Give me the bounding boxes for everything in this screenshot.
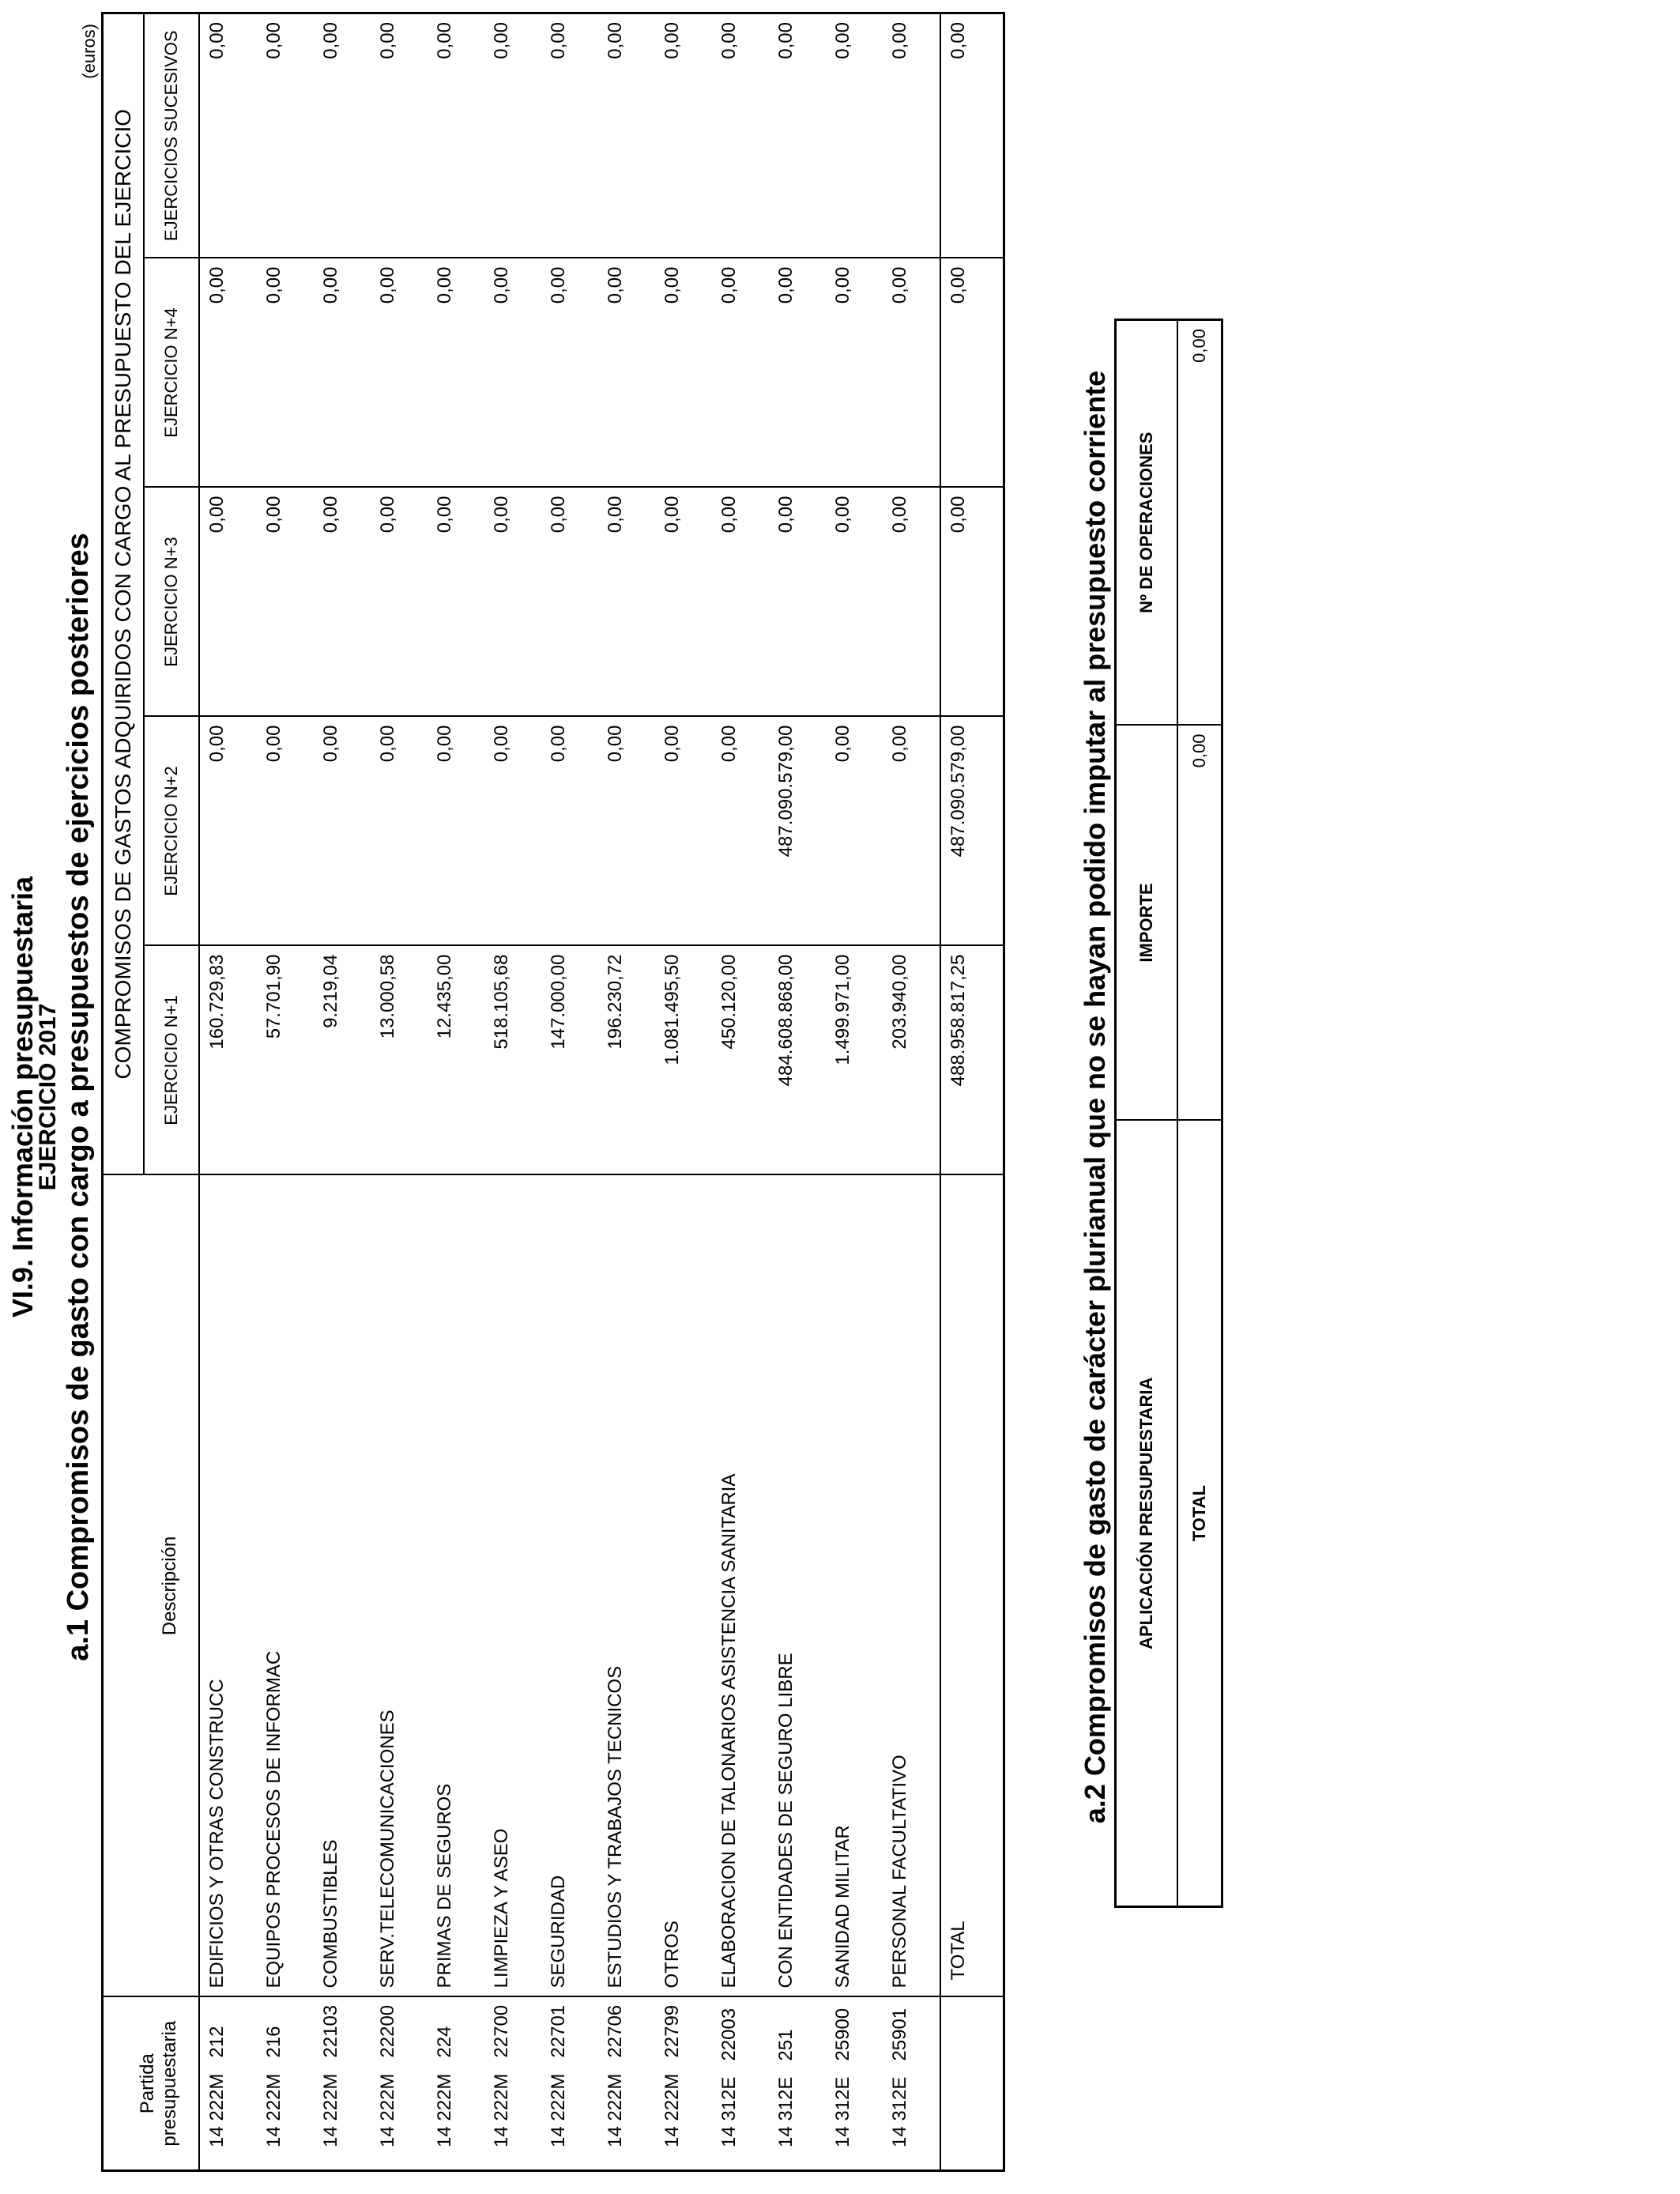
n4-cell: 0,00 xyxy=(598,258,655,488)
table-row xyxy=(484,13,541,2171)
table-row xyxy=(769,13,826,2171)
table-row xyxy=(883,13,940,2171)
n2-cell: 0,00 xyxy=(712,717,769,946)
description-cell: SERV.TELECOMUNICACIONES xyxy=(371,1175,428,1997)
n2-cell: 0,00 xyxy=(598,717,655,946)
partida-cell: 14 222M 22701 xyxy=(548,2004,569,2147)
partida-cell: 14 312E 25901 xyxy=(889,2007,910,2147)
n4-cell: 0,00 xyxy=(655,258,712,488)
description-cell: COMBUSTIBLES xyxy=(314,1175,371,1997)
description-cell: CON ENTIDADES DE SEGURO LIBRE xyxy=(769,1175,826,1997)
col-header-n2: EJERCICIO N+2 xyxy=(144,717,199,946)
sucesivos-cell: 0,00 xyxy=(314,13,371,258)
n2-cell: 487.090.579,00 xyxy=(769,717,826,946)
n4-cell: 0,00 xyxy=(769,258,826,488)
sucesivos-cell: 0,00 xyxy=(257,13,314,258)
n2-cell: 0,00 xyxy=(826,717,883,946)
col-header-n3: EJERCICIO N+3 xyxy=(144,488,199,717)
partida-cell: 14 222M 22799 xyxy=(661,2004,683,2147)
n3-cell: 0,00 xyxy=(199,488,257,717)
sucesivos-cell: 0,00 xyxy=(883,13,940,258)
n3-cell: 0,00 xyxy=(883,488,940,717)
n2-cell: 0,00 xyxy=(257,717,314,946)
table-row xyxy=(257,13,314,2171)
table-row xyxy=(371,13,428,2171)
exercise-year: EJERCICIO 2017 xyxy=(35,1003,61,1191)
total-n4: 0,00 xyxy=(940,258,1004,488)
a2-total-row xyxy=(1177,320,1222,1907)
multiyear-commitments-table xyxy=(1114,319,1223,1908)
n3-cell: 0,00 xyxy=(314,488,371,717)
n4-cell: 0,00 xyxy=(826,258,883,488)
description-cell: SANIDAD MILITAR xyxy=(826,1175,883,1997)
n4-cell: 0,00 xyxy=(541,258,598,488)
partida-cell: 14 222M 22706 xyxy=(605,2004,626,2147)
n2-cell: 0,00 xyxy=(199,717,257,946)
units-label: (euros) xyxy=(79,24,99,79)
sucesivos-cell: 0,00 xyxy=(826,13,883,258)
partida-cell: 14 312E 251 xyxy=(775,2029,797,2147)
table-row xyxy=(598,13,655,2171)
n3-cell: 0,00 xyxy=(371,488,428,717)
n1-cell: 12.435,00 xyxy=(428,946,484,1175)
description-cell: EDIFICIOS Y OTRAS CONSTRUCC xyxy=(199,1175,257,1997)
sucesivos-cell: 0,00 xyxy=(199,13,257,258)
col-header-importe: IMPORTE xyxy=(1116,726,1178,1121)
total-n2: 487.090.579,00 xyxy=(940,717,1004,946)
n4-cell: 0,00 xyxy=(428,258,484,488)
n2-cell: 0,00 xyxy=(371,717,428,946)
partida-cell: 14 222M 22103 xyxy=(320,2004,341,2147)
n1-cell: 484.608.868,00 xyxy=(769,946,826,1175)
total-sucesivos: 0,00 xyxy=(940,13,1004,258)
n1-cell: 203.940,00 xyxy=(883,946,940,1175)
table-row xyxy=(428,13,484,2171)
n2-cell: 0,00 xyxy=(883,717,940,946)
page-title: VI.9. Información presupuestaria xyxy=(6,876,39,1318)
n3-cell: 0,00 xyxy=(598,488,655,717)
n4-cell: 0,00 xyxy=(712,258,769,488)
n1-cell: 1.081.495,50 xyxy=(655,946,712,1175)
description-cell: ELABORACION DE TALONARIOS ASISTENCIA SANITARIA xyxy=(712,1175,769,1997)
n1-cell: 147.000,00 xyxy=(541,946,598,1175)
sucesivos-cell: 0,00 xyxy=(541,13,598,258)
n4-cell: 0,00 xyxy=(257,258,314,488)
n3-cell: 0,00 xyxy=(769,488,826,717)
n4-cell: 0,00 xyxy=(484,258,541,488)
sucesivos-cell: 0,00 xyxy=(769,13,826,258)
description-cell: PRIMAS DE SEGUROS xyxy=(428,1175,484,1997)
total-row xyxy=(940,13,1004,2171)
partida-cell: 14 222M 212 xyxy=(206,2026,228,2147)
description-cell: OTROS xyxy=(655,1175,712,1997)
n4-cell: 0,00 xyxy=(314,258,371,488)
n1-cell: 1.499.971,00 xyxy=(826,946,883,1175)
sucesivos-cell: 0,00 xyxy=(712,13,769,258)
n4-cell: 0,00 xyxy=(371,258,428,488)
section-a2-title: a.2 Compromisos de gasto de carácter plurianual que no se hayan podido imputar al presupuesto corriente xyxy=(1079,370,1111,1824)
n1-cell: 518.105,68 xyxy=(484,946,541,1175)
total-n3: 0,00 xyxy=(940,488,1004,717)
n3-cell: 0,00 xyxy=(541,488,598,717)
total-label: TOTAL xyxy=(940,1175,1004,1997)
table-row xyxy=(655,13,712,2171)
description-cell: ESTUDIOS Y TRABAJOS TECNICOS xyxy=(598,1175,655,1997)
partida-cell: 14 222M 224 xyxy=(434,2026,455,2147)
col-header-operaciones: Nº DE OPERACIONES xyxy=(1116,320,1178,726)
col-header-aplicacion: APLICACIÓN PRESUPUESTARIA xyxy=(1116,1121,1178,1907)
n1-cell: 9.219,04 xyxy=(314,946,371,1175)
a2-total-operaciones: 0,00 xyxy=(1177,320,1222,726)
col-header-n4: EJERCICIO N+4 xyxy=(144,258,199,488)
n2-cell: 0,00 xyxy=(428,717,484,946)
n3-cell: 0,00 xyxy=(484,488,541,717)
a2-total-label: TOTAL xyxy=(1189,1485,1209,1542)
col-header-n1: EJERCICIO N+1 xyxy=(144,946,199,1175)
sucesivos-cell: 0,00 xyxy=(371,13,428,258)
sucesivos-cell: 0,00 xyxy=(655,13,712,258)
col-header-partida: Partida presupuestaria xyxy=(103,1997,200,2171)
partida-cell: 14 222M 216 xyxy=(263,2026,284,2147)
n2-cell: 0,00 xyxy=(541,717,598,946)
n1-cell: 450.120,00 xyxy=(712,946,769,1175)
description-cell: PERSONAL FACULTATIVO xyxy=(883,1175,940,1997)
n1-cell: 57.701,90 xyxy=(257,946,314,1175)
n3-cell: 0,00 xyxy=(712,488,769,717)
section-a1-title: a.1 Compromisos de gasto con cargo a presupuestos de ejercicios posteriores xyxy=(62,533,95,1661)
group-header: COMPROMISOS DE GASTOS ADQUIRIDOS CON CARGO AL PRESUPUESTO DEL EJERCICIO xyxy=(103,13,145,1175)
n2-cell: 0,00 xyxy=(655,717,712,946)
n1-cell: 13.000,58 xyxy=(371,946,428,1175)
commitments-table xyxy=(101,12,1005,2172)
sucesivos-cell: 0,00 xyxy=(598,13,655,258)
total-empty-cell xyxy=(940,1997,1004,2171)
a2-total-importe: 0,00 xyxy=(1177,726,1222,1121)
partida-cell: 14 312E 25900 xyxy=(832,2007,853,2147)
sucesivos-cell: 0,00 xyxy=(428,13,484,258)
partida-cell: 14 222M 22200 xyxy=(377,2004,398,2147)
table-row xyxy=(826,13,883,2171)
n1-cell: 160.729,83 xyxy=(199,946,257,1175)
table-row xyxy=(199,13,257,2171)
partida-cell: 14 222M 22700 xyxy=(491,2004,512,2147)
table-row xyxy=(541,13,598,2171)
n4-cell: 0,00 xyxy=(199,258,257,488)
n3-cell: 0,00 xyxy=(257,488,314,717)
col-header-descripcion: Descripción xyxy=(103,1175,200,1997)
n2-cell: 0,00 xyxy=(484,717,541,946)
col-header-sucesivos: EJERCICIOS SUCESIVOS xyxy=(144,13,199,258)
total-n1: 488.958.817,25 xyxy=(940,946,1004,1175)
description-cell: LIMPIEZA Y ASEO xyxy=(484,1175,541,1997)
sucesivos-cell: 0,00 xyxy=(484,13,541,258)
table-row xyxy=(314,13,371,2171)
table-row xyxy=(712,13,769,2171)
description-cell: EQUIPOS PROCESOS DE INFORMAC xyxy=(257,1175,314,1997)
n2-cell: 0,00 xyxy=(314,717,371,946)
description-cell: SEGURIDAD xyxy=(541,1175,598,1997)
partida-cell: 14 312E 22003 xyxy=(718,2007,740,2147)
n3-cell: 0,00 xyxy=(826,488,883,717)
n3-cell: 0,00 xyxy=(428,488,484,717)
n1-cell: 196.230,72 xyxy=(598,946,655,1175)
n4-cell: 0,00 xyxy=(883,258,940,488)
n3-cell: 0,00 xyxy=(655,488,712,717)
